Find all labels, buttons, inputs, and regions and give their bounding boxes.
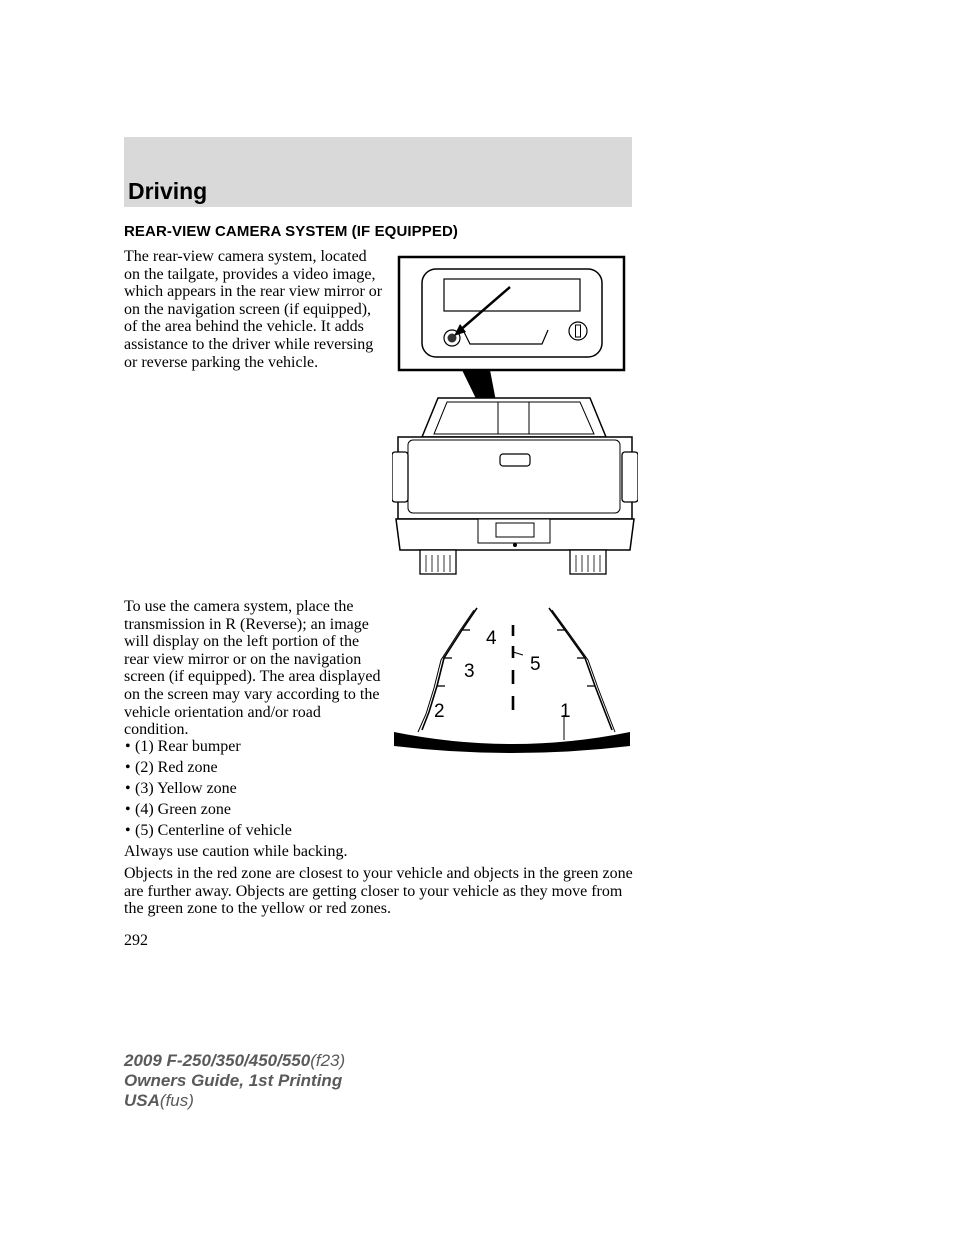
callout-2: 2: [434, 701, 445, 722]
footer-imprint: [124, 1051, 345, 1111]
bullet-icon: •: [125, 822, 131, 839]
section-title: Driving: [128, 178, 208, 204]
bullet-icon: •: [125, 759, 131, 776]
legend-item-text: (1) Rear bumper: [135, 738, 241, 755]
footer-market-code: (fus): [159, 1091, 194, 1110]
page-heading: REAR-VIEW CAMERA SYSTEM (IF EQUIPPED): [124, 223, 458, 240]
bullet-icon: •: [125, 738, 131, 755]
bullet-icon: •: [125, 801, 131, 818]
list-item: [124, 822, 386, 843]
list-item: [124, 780, 386, 801]
legend-item-text: (5) Centerline of vehicle: [135, 822, 292, 839]
footer-printing: Owners Guide, 1st Printing: [124, 1071, 343, 1090]
callout-4: 4: [486, 628, 497, 649]
footer-market: USA: [124, 1091, 160, 1110]
callout-3: 3: [464, 661, 475, 682]
callout-1: 1: [560, 701, 571, 722]
caution-paragraph: Always use caution while backing.: [124, 843, 348, 860]
list-item: [124, 759, 386, 780]
legend-item-text: (4) Green zone: [135, 801, 231, 818]
bullet-icon: •: [125, 780, 131, 797]
legend-list: [124, 738, 386, 843]
list-item: [124, 801, 386, 822]
legend-item-text: (3) Yellow zone: [135, 780, 237, 797]
footer-model-code: (f23): [310, 1051, 346, 1070]
list-item: [124, 738, 386, 759]
callout-5: 5: [530, 654, 541, 675]
usage-paragraph: To use the camera system, place the transmission in R (Reverse); an image will display on the left portion of the rear view mirror or on the navigation screen (if equipped). The area displayed on the screen may vary according to the vehicle orientation and/or road condition.: [124, 598, 381, 739]
intro-paragraph: The rear-view camera system, located on the tailgate, provides a video image, which appears in the rear view mirror or on the navigation screen (if equipped), of the area behind the vehicle. It adds assistance to the driver while reversing or reverse parking the vehicle.: [124, 248, 383, 371]
footer-model: 2009 F-250/350/450/550: [124, 1051, 311, 1070]
legend-item-text: (2) Red zone: [135, 759, 218, 776]
tailgate-camera-illustration: [392, 252, 638, 582]
zones-paragraph: Objects in the red zone are closest to your vehicle and objects in the green zone are further away. Objects are getting closer to your vehicle as they move from the green zone to the yellow or red zones.: [124, 865, 633, 918]
page-number: 292: [124, 932, 148, 949]
camera-zones-diagram: [392, 600, 638, 760]
